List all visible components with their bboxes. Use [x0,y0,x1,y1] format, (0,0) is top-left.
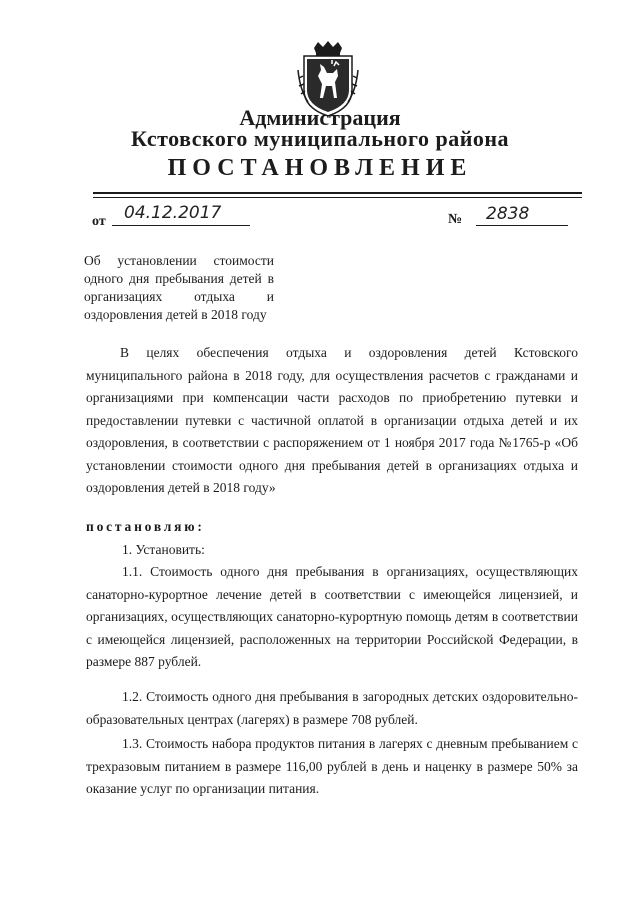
document-type: ПОСТАНОВЛЕНИЕ [167,155,473,181]
organization-title: Администрация [239,105,401,130]
date-underline [112,225,250,226]
item-1-3: 1.3. Стоимость набора продуктов питания в лагерях с дневным пребыванием с трехразовым питанием в размере 116,00 рублей в день и наценку в размере 50% за оказание услуг по организации питания. [86,736,578,796]
number-underline [476,225,568,226]
preamble-paragraph: В целях обеспечения отдыха и оздоровления детей Кстовского муниципального района в 2018 году, для осуществления расчетов с гражданами и организациями при компенсации части расходов по приобретению путевки и предоставлении путевки с частичной оплатой в организации отдыха детей и их оздоровления, в соответствии с распоряжением от 1 ноября 2017 года №1765-р «Об установлении стоимости одного дня пребывания детей в организациях отдыха и оздоровления детей в 2018 году» [86,345,578,495]
document-subject: Об установлении стоимости одного дня пребывания детей в организациях отдыха и оздоровления детей в 2018 году [84,253,274,322]
item-1-2: 1.2. Стоимость одного дня пребывания в загородных детских оздоровительно-образовательных центрах (лагерях) в размере 708 рублей. [86,689,578,727]
number-value: 2838 [486,204,530,224]
header-rule-thin [93,197,582,198]
item-1: 1. Установить: [122,542,205,557]
date-value: 04.12.2017 [124,203,222,223]
number-label: № [448,212,463,227]
organization-subtitle: Кстовского муниципального района [130,126,510,151]
date-label: от [92,214,106,229]
resolve-heading: постановляю: [86,519,205,534]
item-1-1: 1.1. Стоимость одного дня пребывания в организациях, осуществляющих санаторно-курортное лечение детей в соответствии с имеющейся лицензией, и организациях, осуществляющих санаторно-курортную помощь детям в соответствии с имеющейся лицензией, расположенных на территории Российской Федерации, в размере 887 рублей. [86,564,578,669]
header-rule-thick [93,192,582,194]
